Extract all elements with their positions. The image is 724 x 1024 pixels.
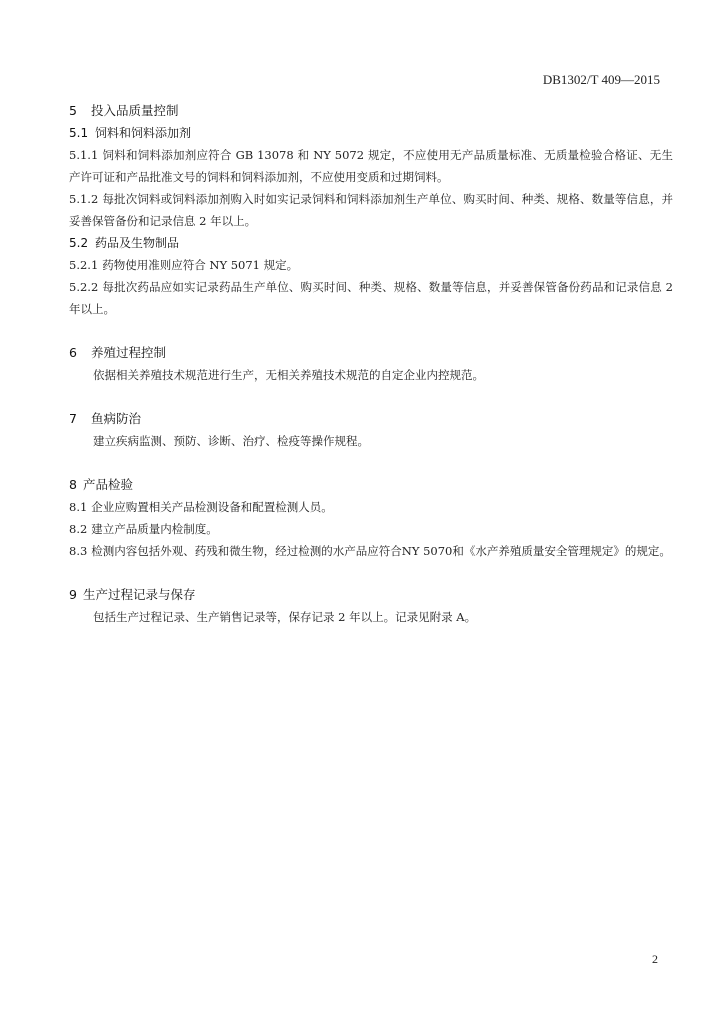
subsection-5-1-heading [69, 122, 673, 144]
clause-text: 建立产品质量内检制度。 [91, 522, 218, 536]
section-7-text: 建立疾病监测、预防、诊断、治疗、检疫等操作规程。 [93, 434, 369, 448]
clause-text: 每批次药品应如实记录药品生产单位、购买时间、种类、规格、数量等信息，并妥善保管备份药品和记录信息 2 年以上。 [69, 280, 673, 316]
subsection-title: 药品及生物制品 [95, 236, 180, 250]
document-code: DB1302/T 409—2015 [542, 72, 660, 87]
clause-number: 5.2.2 [69, 280, 99, 294]
clause-text: 企业应购置相关产品检测设备和配置检测人员。 [91, 500, 333, 514]
section-title: 养殖过程控制 [91, 345, 167, 360]
subsection-number: 5.1 [69, 126, 89, 140]
clause-5-2-1 [69, 254, 673, 276]
section-title: 投入品质量控制 [91, 103, 179, 118]
clause-number: 8.3 [69, 544, 88, 558]
section-number: 5 [69, 103, 77, 118]
clause-8-3 [69, 540, 673, 562]
section-8-heading [69, 474, 673, 496]
page-number: 2 [652, 952, 658, 966]
section-6-text: 依据相关养殖技术规范进行生产，无相关养殖技术规范的自定企业内控规范。 [93, 368, 484, 382]
section-5-heading [69, 100, 673, 122]
subsection-title: 饲料和饲料添加剂 [95, 126, 192, 140]
clause-number: 5.1.1 [69, 148, 99, 162]
clause-text: 每批次饲料或饲料添加剂购入时如实记录饲料和饲料添加剂生产单位、购买时间、种类、规格、数量等信息，并妥善保管备份和记录信息 2 年以上。 [69, 192, 673, 228]
clause-text: 检测内容包括外观、药残和微生物，经过检测的水产品应符合NY 5070和《水产养殖质量安全管理规定》的规定。 [91, 544, 671, 558]
clause-text: 饲料和饲料添加剂应符合 GB 13078 和 NY 5072 规定，不应使用无产品质量标准、无质量检验合格证、无生产许可证和产品批准文号的饲料和饲料添加剂，不应使用变质和过期饲料。 [69, 148, 673, 184]
section-title: 鱼病防治 [91, 411, 142, 426]
section-9-text: 包括生产过程记录、生产销售记录等，保存记录 2 年以上。记录见附录 A。 [93, 610, 477, 624]
subsection-number: 5.2 [69, 236, 89, 250]
clause-8-2 [69, 518, 673, 540]
clause-5-2-2 [69, 276, 673, 320]
section-number: 6 [69, 345, 77, 360]
document-body [69, 100, 673, 628]
clause-5-1-1 [69, 144, 673, 188]
section-number: 9 [69, 587, 77, 602]
clause-8-1 [69, 496, 673, 518]
clause-number: 8.1 [69, 500, 88, 514]
section-7-heading [69, 408, 673, 430]
clause-number: 8.2 [69, 522, 88, 536]
clause-text: 药物使用准则应符合 NY 5071 规定。 [102, 258, 299, 272]
section-number: 8 [69, 477, 77, 492]
section-6-heading [69, 342, 673, 364]
clause-number: 5.1.2 [69, 192, 99, 206]
section-title: 产品检验 [83, 477, 134, 492]
subsection-5-2-heading [69, 232, 673, 254]
clause-5-1-2 [69, 188, 673, 232]
clause-number: 5.2.1 [69, 258, 99, 272]
section-9-heading [69, 584, 673, 606]
section-number: 7 [69, 411, 77, 426]
section-title: 生产过程记录与保存 [83, 587, 196, 602]
